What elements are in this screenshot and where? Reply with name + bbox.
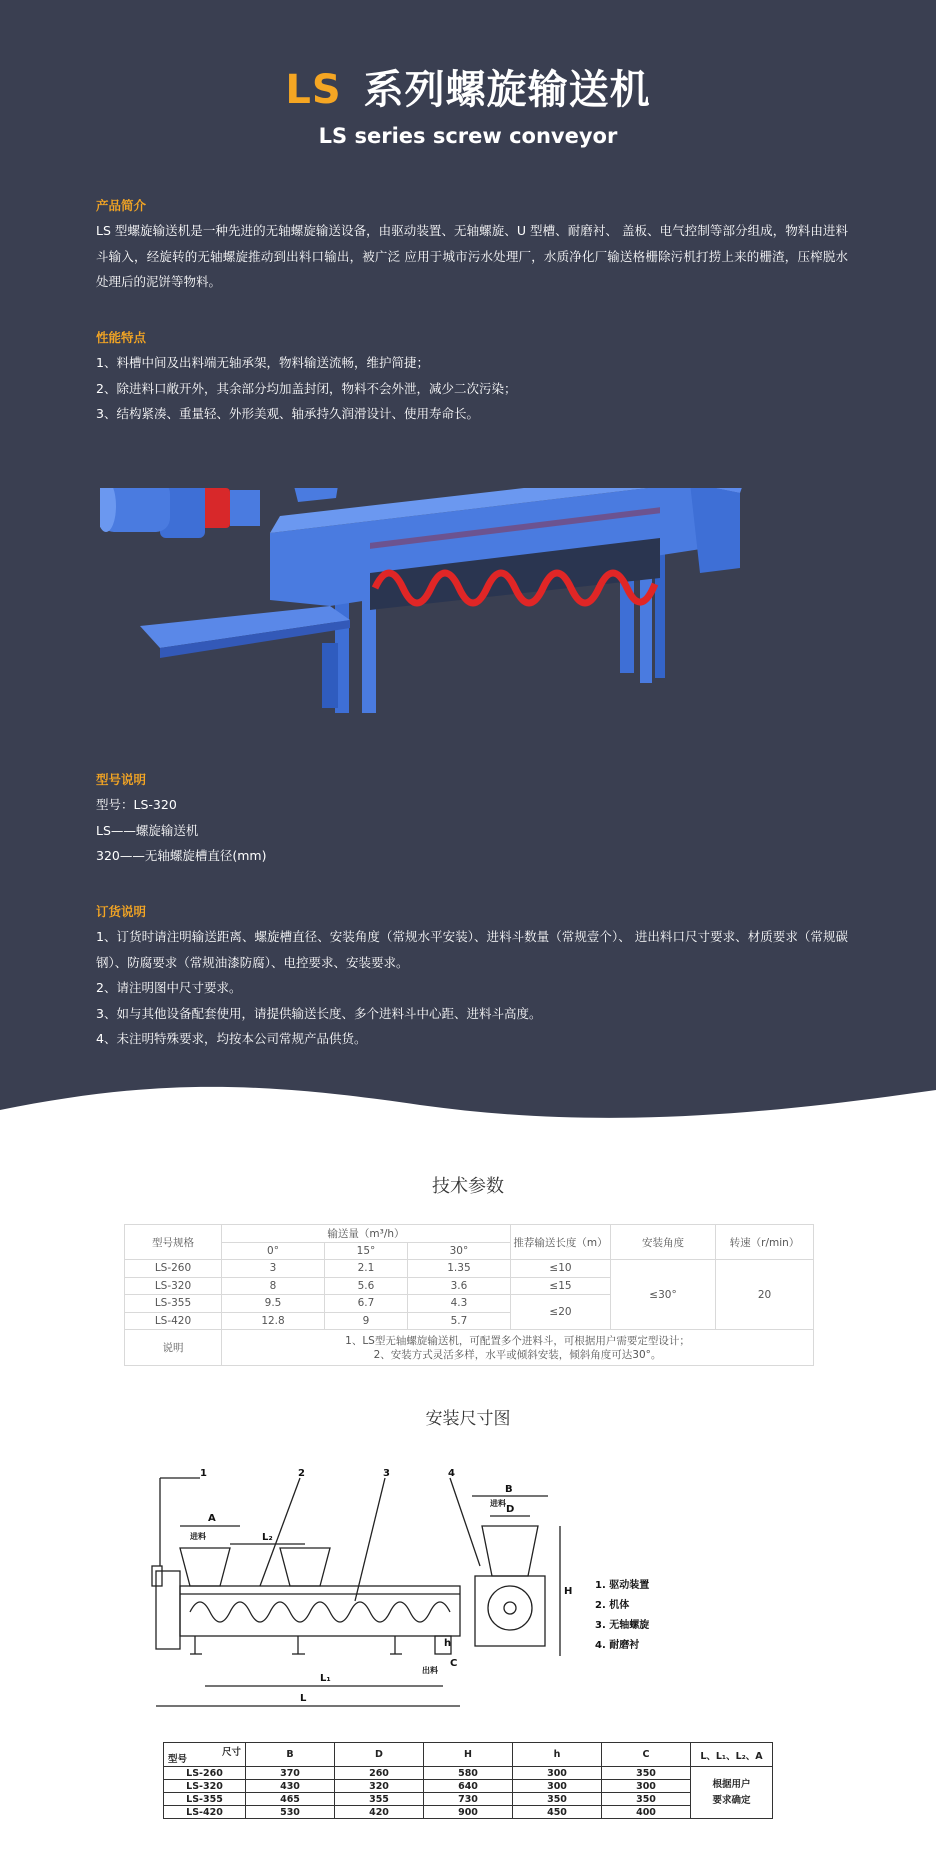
spec-cell: 3 [222, 1260, 325, 1278]
callout-3: 3 [383, 1468, 390, 1479]
spec-cell: ≤15 [511, 1277, 611, 1295]
intro-section [96, 194, 848, 295]
order-section [96, 900, 848, 1052]
model-item: LS——螺旋输送机 [96, 822, 199, 838]
spec-cell: 1.35 [407, 1260, 510, 1278]
spec-cell: 4.3 [407, 1295, 510, 1313]
legend-item: 1. 驱动装置 [595, 1580, 650, 1591]
spec-cell: 2.1 [325, 1260, 408, 1278]
spec-cell-speed: 20 [716, 1260, 814, 1330]
table-row [164, 1806, 773, 1819]
features-heading: 性能特点 [96, 330, 147, 345]
callout-2: 2 [298, 1468, 305, 1479]
dim-cell: 300 [602, 1780, 691, 1793]
spec-cell: 5.7 [407, 1312, 510, 1330]
dim-cell: LS-420 [164, 1806, 246, 1819]
model-item: 320——无轴螺旋槽直径(mm) [96, 848, 267, 863]
label-D: D [506, 1504, 515, 1515]
spec-angle-30: 30° [407, 1242, 510, 1260]
order-heading: 订货说明 [96, 904, 147, 919]
label-C: C [450, 1658, 458, 1669]
legend-item: 4. 耐磨衬 [595, 1640, 640, 1651]
dim-cell: 580 [424, 1767, 513, 1780]
spec-table [124, 1224, 814, 1366]
label-h: h [444, 1638, 452, 1649]
spec-cell: ≤20 [511, 1295, 611, 1330]
model-section [96, 768, 848, 869]
spec-note [222, 1330, 814, 1366]
legend-item: 3. 无轴螺旋 [595, 1620, 650, 1631]
dim-cell: 400 [602, 1806, 691, 1819]
screw-conveyor-illustration [100, 488, 840, 718]
dim-cell: 370 [246, 1767, 335, 1780]
dim-header-size: 尺寸 [221, 1747, 241, 1758]
dim-header: H [424, 1743, 513, 1767]
table-row [164, 1780, 773, 1793]
spec-angle-0: 0° [222, 1242, 325, 1260]
spec-cell: LS-320 [125, 1277, 222, 1295]
tech-heading: 技术参数 [432, 1176, 504, 1197]
spec-cell: 6.7 [325, 1295, 408, 1313]
model-heading: 型号说明 [96, 772, 147, 787]
spec-cell: 8 [222, 1277, 325, 1295]
spec-cell: LS-355 [125, 1295, 222, 1313]
label-B: B [505, 1484, 513, 1495]
dim-cell: 640 [424, 1780, 513, 1793]
dim-cell: 300 [513, 1767, 602, 1780]
label-L1: L₁ [320, 1673, 331, 1684]
dim-cell: 320 [335, 1780, 424, 1793]
dim-cell: 730 [424, 1793, 513, 1806]
dim-corner [164, 1743, 246, 1767]
spec-header-model: 型号规格 [125, 1225, 222, 1260]
spec-cell: 9 [325, 1312, 408, 1330]
title-cn: 系列螺旋输送机 [363, 67, 651, 113]
dim-cell: 465 [246, 1793, 335, 1806]
table-row [125, 1260, 814, 1278]
dim-cell: 350 [602, 1793, 691, 1806]
label-L: L [300, 1693, 307, 1704]
dim-note [691, 1767, 773, 1819]
dim-cell: LS-320 [164, 1780, 246, 1793]
dim-header: D [335, 1743, 424, 1767]
dim-cell: 900 [424, 1806, 513, 1819]
table-row [164, 1767, 773, 1780]
dim-cell: 430 [246, 1780, 335, 1793]
spec-cell: LS-260 [125, 1260, 222, 1278]
label-in2: 进料 [490, 1499, 506, 1508]
spec-cell: LS-420 [125, 1312, 222, 1330]
intro-text: LS 型螺旋输送机是一种先进的无轴螺旋输送设备，由驱动装置、无轴螺旋、U 型槽、耐磨衬、 盖板、电气控制等部分组成，物料由进料斗输入，经旋转的无轴螺旋推动到出料口输出，被广泛 应用于城市污水处理厂，水质净化厂输送格栅除污机打捞上来的栅渣，压榨脱水处理后的泥饼等物料。 [96, 223, 848, 289]
dim-header-model: 型号 [168, 1754, 188, 1765]
label-in1: 进料 [190, 1532, 206, 1541]
callout-1: 1 [200, 1468, 207, 1479]
install-heading: 安装尺寸图 [425, 1409, 511, 1429]
dimension-table [163, 1742, 773, 1819]
dim-note-line: 要求确定 [712, 1794, 751, 1806]
dim-header: C [602, 1743, 691, 1767]
dim-cell: LS-260 [164, 1767, 246, 1780]
wave-divider [0, 1060, 936, 1130]
feature-item: 2、除进料口敞开外，其余部分均加盖封闭，物料不会外泄，减少二次污染； [96, 380, 517, 396]
label-out: 出料 [422, 1666, 438, 1675]
order-item: 4、未注明特殊要求，均按本公司常规产品供货。 [96, 1031, 367, 1046]
spec-cell: 5.6 [325, 1277, 408, 1295]
order-item: 3、如与其他设备配套使用，请提供输送长度、多个进料斗中心距、进料斗高度。 [96, 1005, 542, 1021]
dim-cell: 530 [246, 1806, 335, 1819]
spec-header-flow: 输送量（m³/h） [222, 1225, 511, 1243]
dim-cell: 300 [513, 1780, 602, 1793]
feature-item: 3、结构紧凑、重量轻、外形美观、轴承持久润滑设计、使用寿命长。 [96, 406, 479, 421]
spec-header-length: 推荐输送长度（m） [511, 1225, 611, 1260]
dim-header: h [513, 1743, 602, 1767]
intro-heading: 产品简介 [96, 198, 147, 213]
dim-cell: 350 [602, 1767, 691, 1780]
dim-cell: 350 [513, 1793, 602, 1806]
dim-header: B [246, 1743, 335, 1767]
spec-header-angle: 安装角度 [611, 1225, 716, 1260]
dim-cell: 420 [335, 1806, 424, 1819]
dim-note-line: 根据用户 [712, 1778, 751, 1790]
model-item: 型号：LS-320 [96, 797, 177, 812]
features-section [96, 326, 848, 427]
table-row [164, 1793, 773, 1806]
dim-cell: 355 [335, 1793, 424, 1806]
spec-cell: 3.6 [407, 1277, 510, 1295]
spec-note-label: 说明 [125, 1330, 222, 1366]
legend-item: 2. 机体 [595, 1600, 630, 1611]
dim-header: L、L₁、L₂、A [691, 1743, 773, 1767]
spec-cell: ≤10 [511, 1260, 611, 1278]
page-subtitle: LS series screw conveyor [318, 124, 618, 148]
callout-4: 4 [448, 1468, 455, 1479]
spec-cell: 9.5 [222, 1295, 325, 1313]
table-row [125, 1330, 814, 1366]
label-A: A [208, 1513, 216, 1524]
feature-item: 1、料槽中间及出料端无轴承架，物料输送流畅，维护简捷； [96, 355, 429, 370]
spec-cell-angle: ≤30° [611, 1260, 716, 1330]
spec-cell: 12.8 [222, 1312, 325, 1330]
page-title [0, 58, 936, 115]
spec-note-line: 2、安装方式灵活多样，水平或倾斜安装，倾斜角度可达30°。 [373, 1348, 662, 1361]
dim-cell: 450 [513, 1806, 602, 1819]
spec-note-line: 1、LS型无轴螺旋输送机，可配置多个进料斗，可根据用户需要定型设计； [345, 1334, 690, 1347]
order-item: 1、订货时请注明输送距离、螺旋槽直径、安装角度（常规水平安装）、进料斗数量（常规壹个）、 进出料口尺寸要求、材质要求（常规碳钢）、防腐要求（常规油漆防腐）、电控要求、安装要求。 [96, 929, 848, 970]
label-L2: L₂ [262, 1532, 273, 1543]
order-item: 2、请注明图中尺寸要求。 [96, 980, 242, 995]
dim-cell: LS-355 [164, 1793, 246, 1806]
label-H: H [564, 1586, 573, 1597]
spec-header-speed: 转速（r/min） [716, 1225, 814, 1260]
spec-angle-15: 15° [325, 1242, 408, 1260]
dim-cell: 260 [335, 1767, 424, 1780]
title-ls: LS [285, 67, 342, 113]
